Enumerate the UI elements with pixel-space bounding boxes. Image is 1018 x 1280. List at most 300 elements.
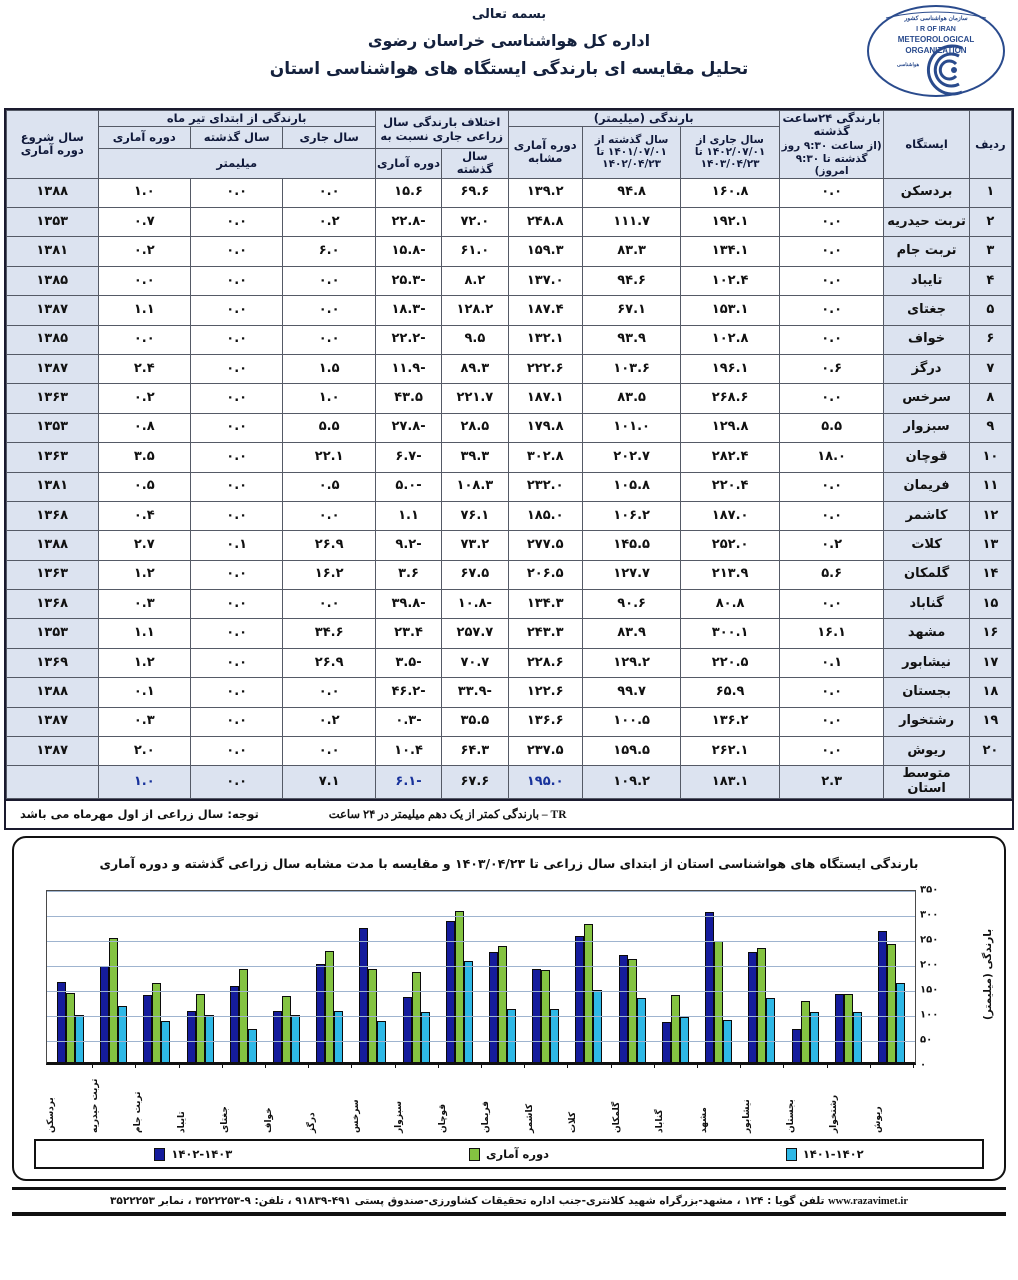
cell-period: ۲۲۸.۶ [508,648,582,677]
th-rain-24h [779,111,884,179]
cell-start-year: ۱۳۶۳ [7,384,99,413]
chart-x-tickmark [567,1062,568,1068]
cell-diff-last: ۹.۵ [442,325,508,354]
cell-radif: ۲۰ [969,737,1011,766]
cell-rain-24h: ۰.۰ [779,237,884,266]
cell-tir-period: ۰.۲ [98,384,190,413]
cell-current-year: ۶۵.۹ [681,678,779,707]
cell-diff-last: ۲۵۷.۷ [442,619,508,648]
cell-tir-current: ۲۶.۹ [283,648,375,677]
cell-diff-period: -۱۸.۳ [375,296,441,325]
cell-radif: ۱۶ [969,619,1011,648]
cell-tir-period: ۱.۱ [98,619,190,648]
table-row [7,178,1012,207]
chart-x-tickmark [481,1062,482,1068]
cell-diff-period: -۶.۷ [375,443,441,472]
cell-start-year: ۱۳۸۵ [7,325,99,354]
cell-tir-last: ۰.۰ [190,766,282,799]
cell-diff-period: ۳.۶ [375,560,441,589]
th-period-same: دوره آماری مشابه [508,127,582,178]
chart-legend-swatch [469,1148,480,1161]
th-station: ایستگاه [884,111,969,179]
table-row [7,237,1012,266]
note-right: توجه: سال زراعی از اول مهرماه می باشد [20,807,259,822]
chart-x-tickmark [222,1062,223,1068]
chart-x-tickmark [179,1062,180,1068]
cell-period: ۲۳۲.۰ [508,472,582,501]
chart-bar [896,983,905,1063]
cell-tir-last: ۰.۰ [190,266,282,295]
chart-gridline [47,1041,915,1042]
chart-gridline [47,916,915,917]
cell-radif: ۹ [969,413,1011,442]
cell-radif: ۴ [969,266,1011,295]
chart-x-tickmark [438,1062,439,1068]
chart-x-tickmark [611,1062,612,1068]
cell-diff-last: ۶۱.۰ [442,237,508,266]
cell-current-year: ۱۰۲.۸ [681,325,779,354]
cell-start-year: ۱۳۶۸ [7,501,99,530]
table-row [7,413,1012,442]
page-title: تحلیل مقایسه ای بارندگی ایستگاه های هواشناسی استان [269,59,749,79]
cell-rain-24h: ۰.۰ [779,707,884,736]
chart-bar [143,995,152,1062]
cell-rain-24h: ۰.۰ [779,590,884,619]
cell-tir-last: ۰.۰ [190,678,282,707]
footer-address: تلفن گویا : ۱۲۴ ، مشهد-بزرگراه شهید کلانتری-جنب اداره تحقیقات کشاورزی-صندوق پستی ۴۹۱-۹۱۸۳۹ ، تلفن: ۹-۳۵۲۲۲۵۳ ، نمابر ۳۵۲۲۲۵۳ [110,1195,825,1208]
chart-x-label: سبزوار [394,1101,404,1134]
chart-bar [455,911,464,1062]
chart-legend-item[interactable] [469,1147,549,1161]
cell-rain-24h: ۰.۶ [779,354,884,383]
cell-tir-current: ۰.۰ [283,678,375,707]
chart-x-label: گناباد [655,1109,665,1134]
cell-diff-period: -۴۶.۲ [375,678,441,707]
cell-tir-last: ۰.۰ [190,413,282,442]
cell-station: کلات [884,531,969,560]
cell-station: تربت حیدریه [884,208,969,237]
cell-diff-period: -۳.۵ [375,648,441,677]
meteorological-organization-logo [866,4,1006,98]
cell-current-year: ۲۲۰.۵ [681,648,779,677]
cell-tir-current: ۰.۰ [283,325,375,354]
th-last-year-range: سال گذشته از ۱۴۰۱/۰۷/۰۱ تا ۱۴۰۲/۰۴/۲۳ [582,127,680,178]
chart-gridline [47,941,915,942]
cell-diff-last: ۷۳.۲ [442,531,508,560]
cell-station: قوچان [884,443,969,472]
cell-tir-period: ۱.۲ [98,648,190,677]
cell-radif: ۱۲ [969,501,1011,530]
chart-bar [835,994,844,1062]
table-row [7,296,1012,325]
table-row [7,208,1012,237]
cell-tir-current: ۰.۰ [283,178,375,207]
cell-start-year: ۱۳۸۷ [7,296,99,325]
chart-x-label: گلمکان [611,1102,622,1134]
cell-diff-last: ۶۷.۵ [442,560,508,589]
cell-tir-period: ۰.۵ [98,472,190,501]
cell-station: کاشمر [884,501,969,530]
chart-grid [46,890,916,1065]
cell-diff-last: -۳۳.۹ [442,678,508,707]
cell-tir-period: ۰.۳ [98,590,190,619]
svg-text:هواشناسی: هواشناسی [896,62,920,68]
chart-x-tickmark [913,1062,914,1068]
th-tir-period: دوره آماری [98,127,190,149]
cell-diff-period: -۱۵.۸ [375,237,441,266]
cell-start-year: ۱۳۸۷ [7,707,99,736]
chart-x-tickmark [870,1062,871,1068]
cell-station: جغتای [884,296,969,325]
chart-x-label: بجستان [785,1099,796,1134]
chart-bar [489,952,498,1062]
chart-bar [853,1012,862,1062]
cell-tir-last: ۰.۰ [190,619,282,648]
cell-tir-current: ۰.۰ [283,296,375,325]
chart-bar [325,951,334,1062]
th-diff-last: سال گذشته [442,149,508,178]
chart-bar [637,998,646,1062]
cell-rain-24h: ۲.۳ [779,766,884,799]
cell-last-year: ۱۱۱.۷ [582,208,680,237]
cell-last-year: ۱۰۰.۵ [582,707,680,736]
cell-current-year: ۱۳۴.۱ [681,237,779,266]
table-total-row [7,766,1012,799]
cell-tir-last: ۰.۰ [190,737,282,766]
cell-rain-24h: ۰.۲ [779,531,884,560]
chart-bar [282,996,291,1062]
chart-bar [593,990,602,1063]
table-row [7,707,1012,736]
cell-period: ۲۴۳.۳ [508,619,582,648]
cell-last-year: ۹۹.۷ [582,678,680,707]
cell-tir-period: ۲.۷ [98,531,190,560]
th-tir-group: بارندگی از ابتدای تیر ماه [98,111,375,127]
chart-bar [230,986,239,1063]
cell-rain-24h: ۰.۰ [779,472,884,501]
cell-current-year: ۱۳۶.۲ [681,707,779,736]
chart-bar [248,1029,257,1063]
chart-bar [464,961,473,1062]
cell-start-year: ۱۳۸۸ [7,178,99,207]
chart-bar [810,1012,819,1062]
cell-radif: ۷ [969,354,1011,383]
cell-diff-last: ۸۹.۳ [442,354,508,383]
chart-x-tickmark [135,1062,136,1068]
cell-diff-last: ۷۲.۰ [442,208,508,237]
cell-rain-24h: ۱۸.۰ [779,443,884,472]
cell-radif: ۱۵ [969,590,1011,619]
cell-diff-last: ۶۹.۶ [442,178,508,207]
cell-last-year: ۸۳.۳ [582,237,680,266]
chart-bar [680,1017,689,1062]
cell-tir-last: ۰.۰ [190,590,282,619]
cell-tir-current: ۱.۰ [283,384,375,413]
cell-last-year: ۱۲۷.۷ [582,560,680,589]
table-row [7,266,1012,295]
chart-plot-area [38,884,980,1071]
cell-start-year: ۱۳۸۱ [7,472,99,501]
chart-bar [671,995,680,1062]
cell-diff-period: -۱۱.۹ [375,354,441,383]
chart-gridline [47,891,915,892]
cell-start-year: ۱۳۸۷ [7,354,99,383]
cell-current-year: ۱۹۶.۱ [681,354,779,383]
chart-y-tick: ۲۵۰ [920,934,939,946]
th-tir-current: سال جاری [283,127,375,149]
cell-tir-last: ۰.۰ [190,648,282,677]
chart-legend-item[interactable] [154,1147,232,1161]
th-diff-group: اختلاف بارندگی سال زراعی جاری نسبت به [375,111,508,149]
cell-tir-current: ۰.۰ [283,590,375,619]
chart-gridline [47,1016,915,1017]
cell-diff-period: -۰.۳ [375,707,441,736]
cell-tir-last: ۰.۰ [190,178,282,207]
cell-station: سبزوار [884,413,969,442]
chart-x-label: تربت جام [133,1091,143,1134]
cell-tir-current: ۰.۰ [283,266,375,295]
cell-radif: ۱۰ [969,443,1011,472]
cell-tir-last: ۰.۰ [190,707,282,736]
cell-period: ۱۷۹.۸ [508,413,582,442]
table-row [7,325,1012,354]
cell-tir-current: ۰.۰ [283,737,375,766]
cell-station: درگز [884,354,969,383]
cell-radif: ۱۸ [969,678,1011,707]
cell-diff-last: ۶۷.۶ [442,766,508,799]
table-row [7,560,1012,589]
cell-radif: ۵ [969,296,1011,325]
chart-x-label: جغتای [220,1106,230,1134]
cell-radif: ۱۱ [969,472,1011,501]
cell-radif: ۸ [969,384,1011,413]
cell-tir-current: ۷.۱ [283,766,375,799]
cell-radif [969,766,1011,799]
chart-x-label: قوچان [437,1104,448,1134]
chart-x-label: خواف [263,1107,274,1134]
cell-tir-current: ۵.۵ [283,413,375,442]
cell-station: گناباد [884,590,969,619]
chart-x-label: تربت حیدریه [89,1078,100,1134]
cell-tir-period: ۰.۱ [98,678,190,707]
cell-current-year: ۲۸۲.۴ [681,443,779,472]
cell-tir-period: ۰.۳ [98,707,190,736]
th-rain-24h-sub: (از ساعت ۹:۳۰ روز گذشته تا ۹:۳۰ امروز) [781,140,882,177]
cell-last-year: ۲۰۲.۷ [582,443,680,472]
cell-diff-last: ۷۰.۷ [442,648,508,677]
chart-bar [887,944,896,1063]
cell-radif: ۲ [969,208,1011,237]
cell-radif: ۱ [969,178,1011,207]
cell-tir-last: ۰.۰ [190,208,282,237]
cell-last-year: ۱۰۵.۸ [582,472,680,501]
cell-period: ۱۳۴.۳ [508,590,582,619]
cell-period: ۲۰۶.۵ [508,560,582,589]
cell-tir-period: ۱.۰ [98,766,190,799]
cell-rain-24h: ۰.۱ [779,648,884,677]
cell-radif: ۱۴ [969,560,1011,589]
th-radif: ردیف [969,111,1011,179]
precipitation-table [6,110,1012,799]
cell-tir-last: ۰.۰ [190,501,282,530]
chart-x-labels [46,1071,916,1133]
cell-tir-current: ۱۶.۲ [283,560,375,589]
chart-x-tickmark [92,1062,93,1068]
cell-tir-period: ۰.۴ [98,501,190,530]
cell-start-year: ۱۳۶۸ [7,590,99,619]
cell-station: گلمکان [884,560,969,589]
chart-y-ticks [920,884,958,1071]
footer-divider-bottom [12,1212,1006,1216]
chart-legend-label: ۱۴۰۱-۱۴۰۲ [802,1147,864,1162]
table-row [7,384,1012,413]
cell-station: ریوش [884,737,969,766]
cell-last-year: ۹۴.۶ [582,266,680,295]
chart-bar [109,938,118,1062]
table-body [7,178,1012,799]
cell-tir-period: ۰.۰ [98,325,190,354]
cell-diff-last: ۸.۲ [442,266,508,295]
cell-tir-last: ۰.۰ [190,325,282,354]
cell-period: ۱۳۶.۶ [508,707,582,736]
cell-tir-current: ۳۴.۶ [283,619,375,648]
table-note [4,801,1014,830]
cell-station: رشتخوار [884,707,969,736]
cell-diff-last: ۳۹.۳ [442,443,508,472]
cell-current-year: ۱۶۰.۸ [681,178,779,207]
cell-rain-24h: ۰.۰ [779,325,884,354]
th-rain-24h-main: بارندگی ۲۴ساعت گذشته [782,111,881,139]
header-row-1 [7,111,1012,127]
cell-rain-24h: ۰.۰ [779,501,884,530]
cell-period: ۱۸۷.۴ [508,296,582,325]
cell-diff-period: ۲۳.۴ [375,619,441,648]
chart-y-tick: ۲۰۰ [920,959,939,971]
cell-tir-current: ۰.۲ [283,707,375,736]
cell-diff-period: -۹.۲ [375,531,441,560]
chart-y-axis-label: بارندگی (میلیمتر) [982,928,994,1020]
cell-tir-period: ۰.۰ [98,266,190,295]
chart-bar [498,946,507,1062]
chart-x-label: نیشابور [742,1099,752,1134]
cell-last-year: ۶۷.۱ [582,296,680,325]
cell-rain-24h: ۰.۰ [779,737,884,766]
cell-period: ۱۳۲.۱ [508,325,582,354]
table-row [7,678,1012,707]
svg-text:I R OF IRAN: I R OF IRAN [916,26,956,33]
cell-current-year: ۲۵۲.۰ [681,531,779,560]
cell-tir-last: ۰.۱ [190,531,282,560]
cell-station: بجستان [884,678,969,707]
chart-gridline [47,966,915,967]
svg-text:ORGANIZATION: ORGANIZATION [905,46,967,55]
chart-x-label: تایباد [176,1111,187,1134]
cell-tir-period: ۲.۴ [98,354,190,383]
cell-current-year: ۱۵۳.۱ [681,296,779,325]
organization-line: اداره کل هواشناسی خراسان رضوی [367,31,651,50]
chart-bar [196,994,205,1063]
chart-bar [421,1012,430,1063]
chart-bar [748,952,757,1062]
cell-diff-last: ۶۴.۳ [442,737,508,766]
table-row [7,619,1012,648]
chart-x-tickmark [740,1062,741,1068]
chart-bar [714,941,723,1063]
cell-start-year: ۱۳۸۵ [7,266,99,295]
th-tir-unit: میلیمتر [98,149,375,178]
cell-diff-period: ۱۰.۴ [375,737,441,766]
cell-diff-last: ۳۵.۵ [442,707,508,736]
chart-bar [66,993,75,1063]
cell-last-year: ۱۵۹.۵ [582,737,680,766]
chart-bar [334,1011,343,1063]
cell-period: ۱۹۵.۰ [508,766,582,799]
chart-legend-item[interactable] [786,1147,864,1161]
chart-y-tick: ۱۵۰ [920,984,939,996]
th-current-year-range: سال جاری از ۱۴۰۲/۰۷/۰۱ تا ۱۴۰۳/۰۴/۲۳ [681,127,779,178]
cell-rain-24h: ۵.۶ [779,560,884,589]
cell-diff-last: -۱۰.۸ [442,590,508,619]
cell-last-year: ۹۰.۶ [582,590,680,619]
cell-tir-current: ۰.۰ [283,501,375,530]
chart-bar [316,964,325,1062]
cell-current-year: ۸۰.۸ [681,590,779,619]
chart-bar [575,936,584,1062]
chart-bar [628,959,637,1062]
chart-bar [100,966,109,1062]
cell-current-year: ۲۲۰.۴ [681,472,779,501]
cell-tir-current: ۰.۵ [283,472,375,501]
cell-station: متوسط استان [884,766,969,799]
cell-rain-24h: ۰.۰ [779,178,884,207]
cell-rain-24h: ۰.۰ [779,208,884,237]
table-row [7,443,1012,472]
chart-y-tick: ۳۰۰ [920,909,939,921]
chart-bar [57,982,66,1062]
cell-station: فریمان [884,472,969,501]
cell-current-year: ۲۱۳.۹ [681,560,779,589]
cell-station: سرخس [884,384,969,413]
chart-gridline [47,991,915,992]
chart-bar [766,998,775,1063]
chart-y-tick: ۰ [920,1059,927,1071]
cell-radif: ۳ [969,237,1011,266]
cell-start-year: ۱۳۸۷ [7,737,99,766]
chart-legend-swatch [786,1148,797,1161]
cell-last-year: ۱۰۹.۲ [582,766,680,799]
chart-bar [844,994,853,1062]
chart-bar [291,1015,300,1062]
cell-tir-current: ۲۲.۱ [283,443,375,472]
chart-x-label: کلات [568,1112,578,1134]
cell-diff-last: ۲۲۱.۷ [442,384,508,413]
cell-rain-24h: ۰.۰ [779,266,884,295]
cell-diff-period: -۳۹.۸ [375,590,441,619]
cell-diff-last: ۲۸.۵ [442,413,508,442]
chart-bar [403,997,412,1062]
table-row [7,501,1012,530]
chart-bar [412,972,421,1062]
chart-y-tick: ۵۰ [920,1034,933,1046]
chart-x-tickmark [827,1062,828,1068]
cell-last-year: ۱۴۵.۵ [582,531,680,560]
chart-x-label: ریوش [872,1106,883,1134]
chart-bar [187,1011,196,1062]
cell-radif: ۶ [969,325,1011,354]
footer-website[interactable]: www.razavimet.ir [828,1196,908,1208]
table-row [7,648,1012,677]
cell-period: ۳۰۲.۸ [508,443,582,472]
